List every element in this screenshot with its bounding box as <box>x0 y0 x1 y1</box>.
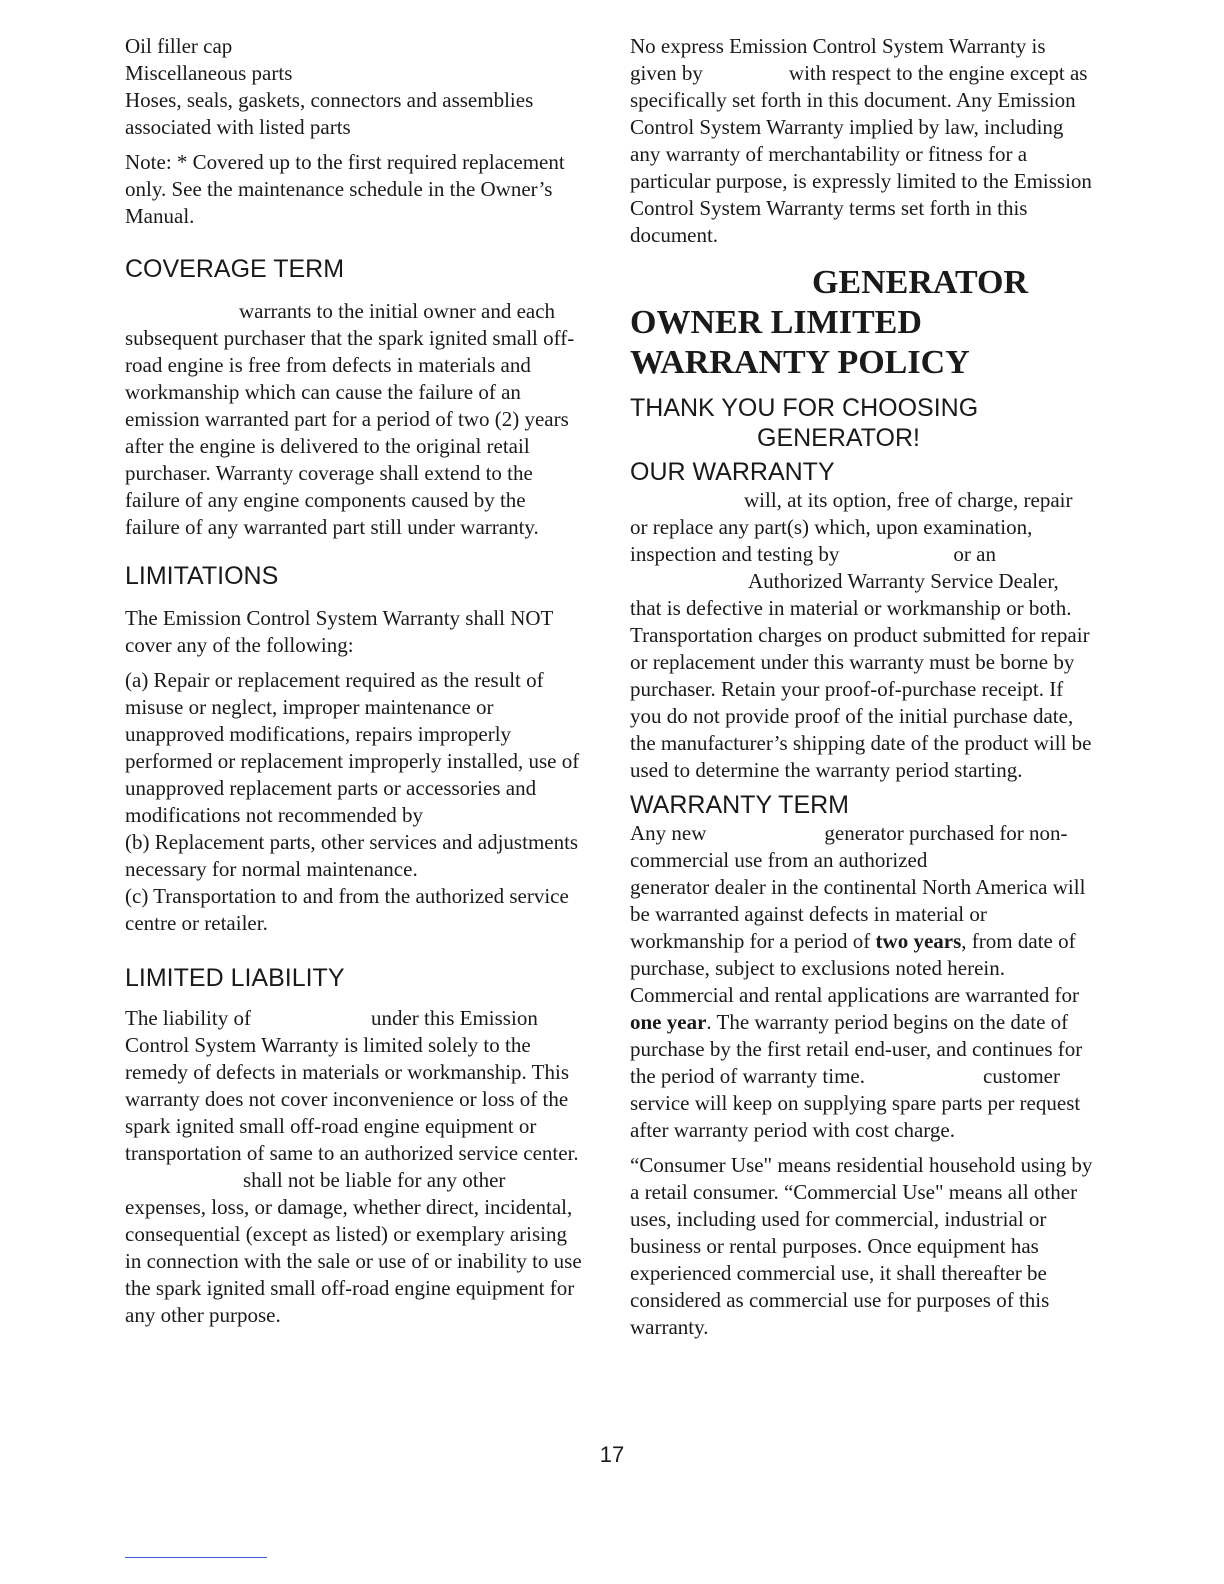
parts-list-item: Hoses, seals, gaskets, connectors and assemblies associated with listed parts <box>125 88 534 139</box>
term-part: generator dealer in the continental North America will be warranted against defects in material or workmanship for a period of <box>630 875 1086 953</box>
express-text-part: with respect to the engine except as specifically set forth in this document. Any Emission Control System Warranty implied by law, including any warranty of merchantability or fitness for a particular purpose, is expressly limited to the Emission Control System Warranty terms set forth in this document. <box>630 61 1092 247</box>
limited-liability-heading: LIMITED LIABILITY <box>125 964 345 992</box>
policy-title-line: GENERATOR <box>812 264 1029 301</box>
liability-text-part: under this Emission Control System Warranty is limited solely to the remedy of defects in materials or workmanship. This warranty does not cover inconvenience or loss of the spark ignited small off-road engine equipment or transportation of same to an authorized service center. <box>125 1006 579 1165</box>
term-two-years: two years <box>875 929 962 953</box>
maintenance-note: Note: * Covered up to the first required replacement only. See the maintenance schedule in the Owner’s Manual. <box>125 150 565 228</box>
warranty-term-heading: WARRANTY TERM <box>630 791 849 819</box>
coverage-term-heading: COVERAGE TERM <box>125 255 345 283</box>
our-warranty-part: will, at its option, free of charge, repair or replace any part(s) which, upon examination, inspection and testing by <box>630 488 1073 566</box>
footnote-divider <box>125 1557 267 1558</box>
our-warranty-heading: OUR WARRANTY <box>630 458 835 486</box>
express-warranty-text <box>630 33 1095 249</box>
limitation-b: (b) Replacement parts, other services and adjustments necessary for normal maintenance. <box>125 830 579 881</box>
our-warranty-part: Authorized Warranty Service Dealer, that is defective in material or workmanship or both. Transportation charges on product submitted for repair or replacement under this warranty must be borne by purchaser. Retain your proof-of-purchase receipt. If you do not provide proof of the initial purchase date, the manufacturer’s shipping date of the product will be used to determine the warranty period starting. <box>630 569 1092 782</box>
policy-title-line: WARRANTY POLICY <box>630 344 970 381</box>
parts-list-item: Miscellaneous parts <box>125 61 293 85</box>
warranty-term-text <box>630 820 1095 1144</box>
policy-title <box>630 263 1095 383</box>
policy-title-line: OWNER LIMITED <box>630 304 922 341</box>
thank-you-heading: THANK YOU FOR CHOOSING <box>630 394 979 422</box>
term-part: . The warranty period begins on the date of purchase by the first retail end-user, and continues for the period of warranty time. <box>630 1010 1083 1088</box>
express-text-part: No express Emission Control System Warranty is given by <box>630 34 1046 85</box>
left-column <box>125 33 585 1329</box>
term-one-year: one year <box>630 1010 707 1034</box>
limitations-heading: LIMITATIONS <box>125 562 279 590</box>
coverage-term-text: warrants to the initial owner and each subsequent purchaser that the spark ignited small off-road engine is free from defects in materials and workmanship which can cause the failure of an emission warranted part for a period of two (2) years after the engine is delivered to the original retail purchaser. Warranty coverage shall extend to the failure of any engine components caused by the failure of any warranted part still under warranty. <box>125 299 575 539</box>
limited-liability-text <box>125 1005 585 1329</box>
consumer-use-definition: “Consumer Use" means residential household using by a retail consumer. “Commercial Use" means all other uses, including used for commercial, industrial or business or rental purposes. Once equipment has experienced commercial use, it shall thereafter be considered as commercial use for purposes of this warranty. <box>630 1153 1093 1339</box>
page-number: 17 <box>599 1442 625 1467</box>
limitations-intro: The Emission Control System Warranty shall NOT cover any of the following: <box>125 606 553 657</box>
term-part: Any new <box>630 821 707 845</box>
thank-you-heading: GENERATOR! <box>757 424 920 452</box>
limitation-a: (a) Repair or replacement required as the result of misuse or neglect, improper maintenance or unapproved modifications, repairs improperly performed or replacement improperly installed, use of unapproved replacement parts or accessories and modifications not recommended by <box>125 668 580 827</box>
our-warranty-part: or an <box>953 542 996 566</box>
our-warranty-text <box>630 487 1095 784</box>
liability-text-part: shall not be liable for any other expenses, loss, or damage, whether direct, incidental, consequential (except as listed) or exemplary arising in connection with the sale or use of or inability to use the spark ignited small off-road engine equipment for any other purpose. <box>125 1168 582 1327</box>
limitation-c: (c) Transportation to and from the authorized service centre or retailer. <box>125 884 569 935</box>
right-column <box>630 33 1095 1341</box>
parts-list-item: Oil filler cap <box>125 34 233 58</box>
term-part: , from date of purchase, subject to exclusions noted herein. Commercial and rental applications are warranted for <box>630 929 1079 1007</box>
term-part: customer service will keep on supplying spare parts per request after warranty period with cost charge. <box>630 1064 1081 1142</box>
term-part: generator purchased for non-commercial use from an authorized <box>630 821 1068 872</box>
liability-text-part: The liability of <box>125 1006 251 1030</box>
